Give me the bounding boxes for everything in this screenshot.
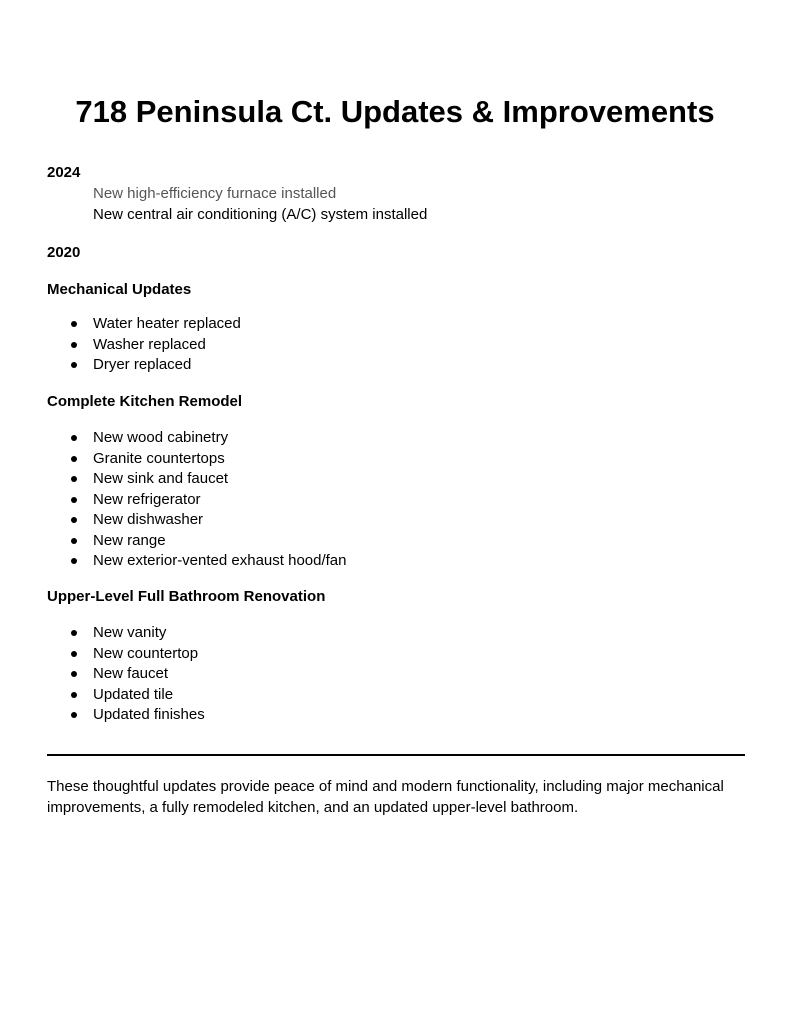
bullet-icon <box>71 497 77 503</box>
bathroom-renovation-heading: Upper-Level Full Bathroom Renovation <box>47 588 326 605</box>
bullet-icon <box>71 321 77 327</box>
bullet-icon <box>71 342 77 348</box>
list-item: New range <box>0 531 346 552</box>
bullet-icon <box>71 476 77 482</box>
mechanical-updates-heading: Mechanical Updates <box>47 281 192 298</box>
kitchen-remodel-heading: Complete Kitchen Remodel <box>47 393 243 410</box>
list-item: Updated finishes <box>0 705 205 726</box>
summary-paragraph: These thoughtful updates provide peace of mind and modern functionality, including major mechanical improvements, a fully remodeled kitchen, and an updated upper-level bathroom. <box>47 778 724 816</box>
list-item: New sink and faucet <box>0 469 346 490</box>
document-title: 718 Peninsula Ct. Updates & Improvements <box>75 94 715 129</box>
horizontal-divider <box>47 754 745 756</box>
bullet-icon <box>71 692 77 698</box>
mechanical-updates-list <box>0 314 241 376</box>
list-item: Washer replaced <box>0 335 241 356</box>
list-item: Water heater replaced <box>0 314 241 335</box>
list-item: New faucet <box>0 664 205 685</box>
ac-update-line: New central air conditioning (A/C) system installed <box>93 206 428 223</box>
furnace-update-line: New high-efficiency furnace installed <box>93 185 337 202</box>
list-item: New exterior-vented exhaust hood/fan <box>0 551 346 572</box>
list-item: Granite countertops <box>0 449 346 470</box>
bullet-icon <box>71 362 77 368</box>
kitchen-remodel-list <box>0 428 346 572</box>
list-item: New dishwasher <box>0 510 346 531</box>
list-item: Dryer replaced <box>0 355 241 376</box>
year-2024-heading: 2024 <box>47 164 81 181</box>
bullet-icon <box>71 456 77 462</box>
year-2020-heading: 2020 <box>47 244 81 261</box>
list-item: New wood cabinetry <box>0 428 346 449</box>
bullet-icon <box>71 651 77 657</box>
list-item: Updated tile <box>0 685 205 706</box>
bullet-icon <box>71 435 77 441</box>
bathroom-renovation-list <box>0 623 205 726</box>
list-item: New refrigerator <box>0 490 346 511</box>
bullet-icon <box>71 630 77 636</box>
bullet-icon <box>71 517 77 523</box>
bullet-icon <box>71 538 77 544</box>
bullet-icon <box>71 558 77 564</box>
bullet-icon <box>71 712 77 718</box>
list-item: New countertop <box>0 644 205 665</box>
bullet-icon <box>71 671 77 677</box>
list-item: New vanity <box>0 623 205 644</box>
